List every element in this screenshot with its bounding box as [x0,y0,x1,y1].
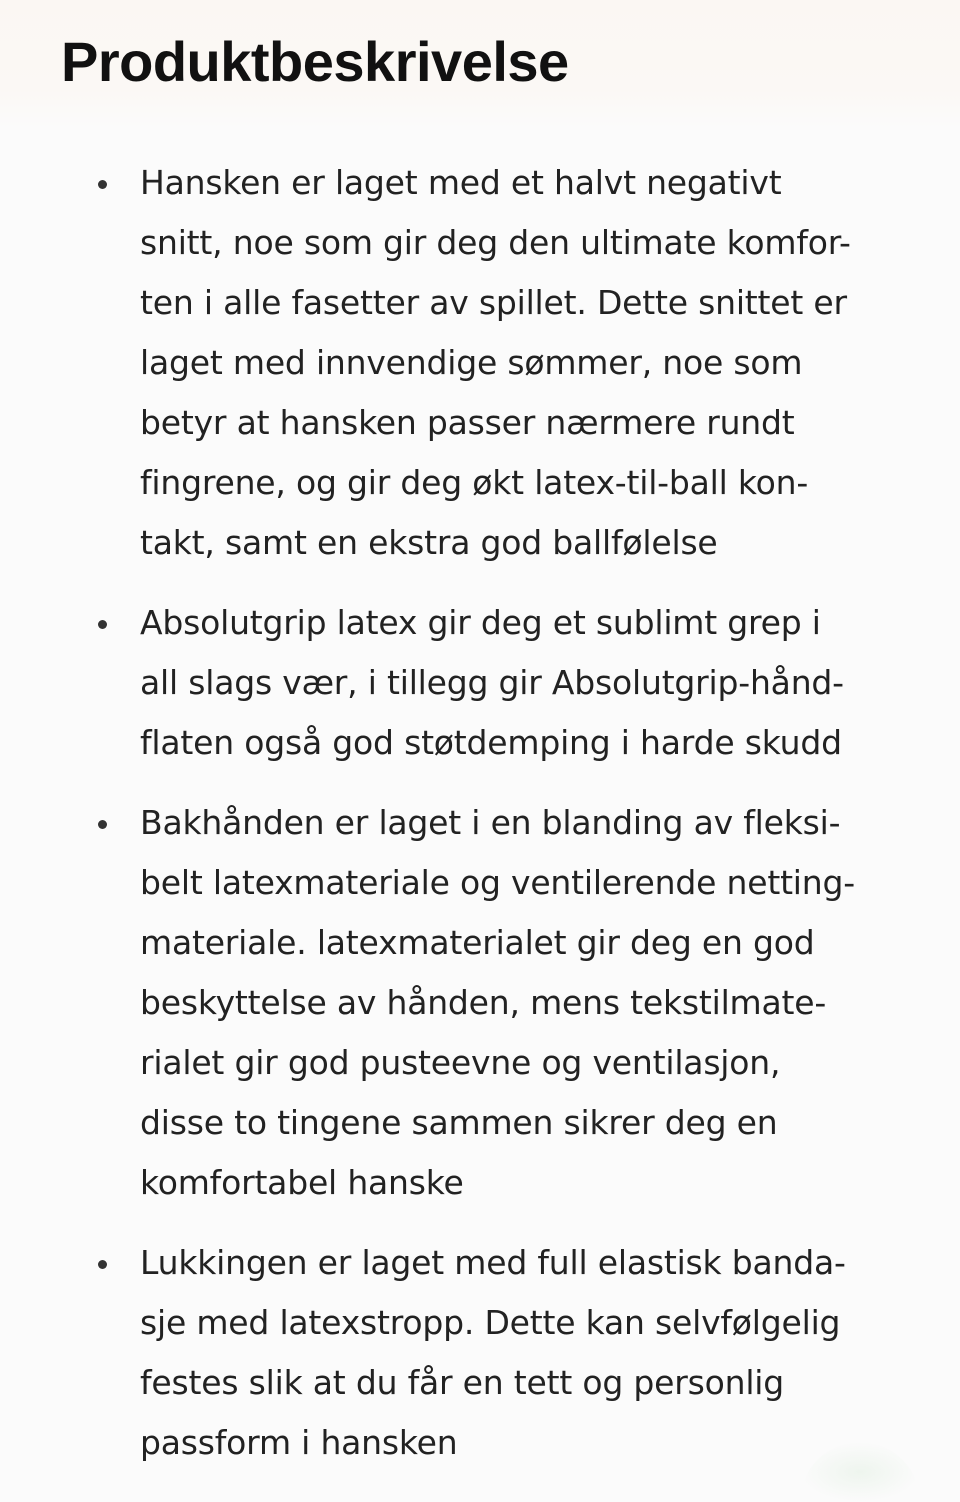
item-text-line: snitt, noe som gir deg den ultimate komfor- [140,223,851,262]
item-text-line: passform i hansken [140,1423,458,1462]
bullet-icon [98,820,107,829]
item-text-line: komfortabel hanske [140,1163,464,1202]
item-text-line: flaten også god støtdemping i harde skudd [140,723,842,762]
item-text-line: disse to tingene sammen sikrer deg en [140,1103,778,1142]
item-text-line: Absolutgrip latex gir deg et sublimt grep i [140,603,821,642]
item-text-line: Bakhånden er laget i en blanding av fleksi- [140,803,841,842]
item-text-line: materiale. latexmaterialet gir deg en god [140,923,815,962]
bullet-icon [98,180,107,189]
bullet-icon [98,1260,107,1269]
item-text-line: takt, samt en ekstra god ballfølelse [140,523,718,562]
item-text-line: all slags vær, i tillegg gir Absolutgrip-hånd- [140,663,844,702]
list-item [0,593,960,773]
list-item [0,793,960,1213]
list-item [0,153,960,573]
item-text-line: festes slik at du får en tett og personlig [140,1363,785,1402]
item-text-line: laget med innvendige sømmer, noe som [140,343,803,382]
item-text-line: fingrene, og gir deg økt latex-til-ball kon- [140,463,809,502]
item-text-line: sje med latexstropp. Dette kan selvfølgelig [140,1303,841,1342]
item-text-line: betyr at hansken passer nærmere rundt [140,403,795,442]
bullet-icon [98,620,107,629]
item-text-line: belt latexmateriale og ventilerende netting- [140,863,855,902]
item-text-line: rialet gir god pusteevne og ventilasjon, [140,1043,781,1082]
description-list [0,153,960,1493]
list-item [0,1233,960,1473]
item-text-line: beskyttelse av hånden, mens tekstilmate- [140,983,827,1022]
item-text-line: Hansken er laget med et halvt negativt [140,163,782,202]
item-text-line: ten i alle fasetter av spillet. Dette snittet er [140,283,847,322]
page-title: Produktbeskrivelse [61,30,569,93]
item-text-line: Lukkingen er laget med full elastisk banda- [140,1243,846,1282]
